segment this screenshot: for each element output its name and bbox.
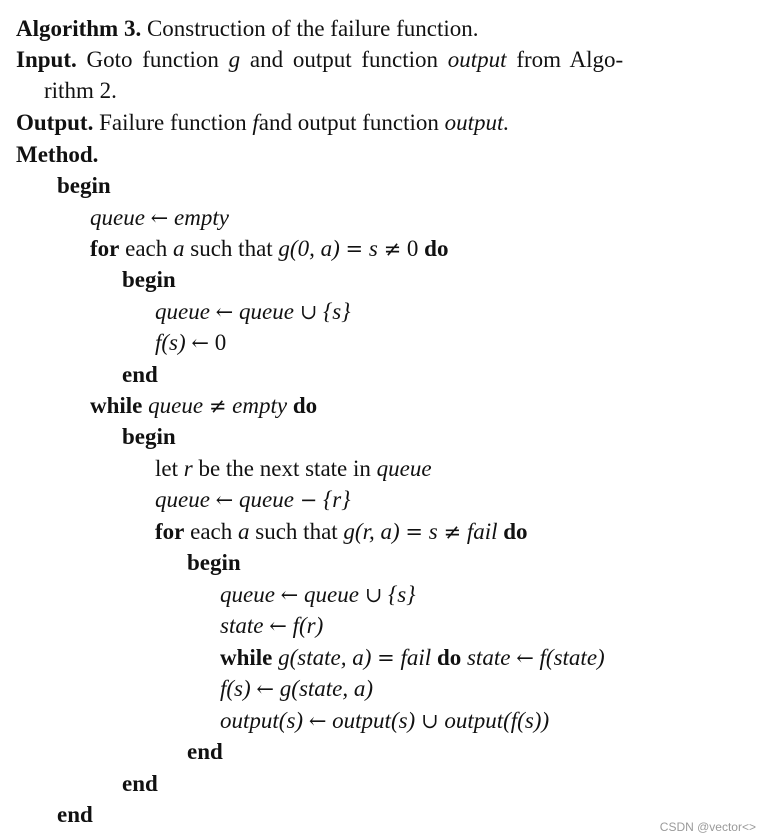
code-begin-while bbox=[122, 422, 176, 452]
not-equal-symbol: ≠ bbox=[443, 520, 462, 544]
equals-symbol: = bbox=[377, 646, 395, 670]
output-text: and output function bbox=[258, 110, 439, 135]
var-empty: empty bbox=[174, 205, 229, 230]
code-line-for-each-inner bbox=[155, 517, 528, 547]
keyword-begin: begin bbox=[122, 424, 176, 449]
equals-symbol: = bbox=[345, 237, 364, 261]
code-end-for1 bbox=[122, 360, 158, 390]
expr-g-state-a: g(state, a) bbox=[278, 645, 372, 670]
minus-symbol: − bbox=[299, 488, 318, 512]
code-line-let-r bbox=[155, 454, 432, 484]
var-queue: queue bbox=[239, 299, 294, 324]
expr-set-r: {r} bbox=[323, 487, 351, 512]
expr-g-state-a: g(state, a) bbox=[279, 676, 374, 701]
output-text: Failure function bbox=[99, 110, 247, 135]
var-queue: queue bbox=[304, 582, 359, 607]
code-end-for2 bbox=[187, 737, 223, 767]
keyword-do: do bbox=[436, 645, 462, 670]
expr-set-s: {s} bbox=[323, 299, 351, 324]
var-queue: queue bbox=[155, 487, 210, 512]
code-line-for-each bbox=[90, 234, 448, 264]
input-text: and output function bbox=[249, 47, 439, 72]
input-output: output bbox=[447, 47, 507, 72]
expr-fr: f(r) bbox=[292, 613, 324, 638]
expr-fs: f(s) bbox=[220, 676, 251, 701]
word-each: each bbox=[190, 519, 233, 544]
keyword-for: for bbox=[90, 236, 120, 261]
keyword-do: do bbox=[503, 519, 528, 544]
keyword-while: while bbox=[220, 645, 273, 670]
input-line-1 bbox=[16, 45, 623, 75]
keyword-begin: begin bbox=[187, 550, 241, 575]
var-s: s bbox=[368, 236, 378, 261]
word-such-that: such that bbox=[255, 519, 338, 544]
code-end-outer bbox=[57, 800, 93, 830]
code-line-queue-union-s bbox=[155, 297, 350, 327]
input-label: Input. bbox=[16, 47, 77, 72]
algorithm-title: Construction of the failure function. bbox=[146, 16, 479, 41]
input-text: from Algo- bbox=[516, 47, 624, 72]
equals-symbol: = bbox=[405, 520, 424, 544]
not-equal-symbol: ≠ bbox=[208, 394, 227, 418]
code-begin-outer bbox=[57, 171, 111, 201]
expr-f-state: f(state) bbox=[539, 645, 605, 670]
input-text: rithm 2. bbox=[44, 78, 117, 103]
var-queue: queue bbox=[239, 487, 294, 512]
word-be-next: be the next state in bbox=[198, 456, 371, 481]
keyword-do: do bbox=[292, 393, 318, 418]
code-line-fs-zero bbox=[155, 328, 226, 358]
expr-output-s: output(s) bbox=[220, 708, 304, 733]
var-state: state bbox=[466, 645, 511, 670]
expr-gra: g(r, a) bbox=[343, 519, 400, 544]
left-arrow-symbol: ← bbox=[308, 709, 327, 733]
keyword-begin: begin bbox=[57, 173, 111, 198]
code-begin-for2 bbox=[187, 548, 241, 578]
left-arrow-symbol: ← bbox=[191, 331, 210, 355]
algorithm-title-line bbox=[16, 14, 478, 44]
expr-g0a: g(0, a) bbox=[278, 236, 340, 261]
method-label: Method. bbox=[16, 142, 99, 167]
var-a: a bbox=[238, 519, 250, 544]
not-equal-symbol: ≠ bbox=[383, 237, 402, 261]
var-queue: queue bbox=[90, 205, 145, 230]
keyword-do: do bbox=[424, 236, 449, 261]
input-text: Goto function bbox=[86, 47, 219, 72]
code-line-fs-g bbox=[220, 674, 373, 704]
left-arrow-symbol: ← bbox=[215, 300, 234, 324]
union-symbol: ∪ bbox=[364, 583, 383, 607]
left-arrow-symbol: ← bbox=[215, 488, 234, 512]
left-arrow-symbol: ← bbox=[516, 646, 534, 670]
code-line-queue-empty bbox=[90, 203, 229, 233]
var-r: r bbox=[183, 456, 193, 481]
left-arrow-symbol: ← bbox=[150, 206, 169, 230]
word-such-that: such that bbox=[190, 236, 273, 261]
watermark: CSDN @vector<> bbox=[659, 820, 756, 834]
var-queue: queue bbox=[148, 393, 204, 418]
var-queue: queue bbox=[155, 299, 210, 324]
method-line bbox=[16, 140, 98, 170]
left-arrow-symbol: ← bbox=[269, 614, 287, 638]
expr-fs: f(s) bbox=[155, 330, 186, 355]
word-each: each bbox=[125, 236, 168, 261]
expr-zero: 0 bbox=[214, 330, 227, 355]
code-line-while-fail bbox=[220, 643, 605, 673]
input-line-2 bbox=[44, 76, 117, 106]
input-g: g bbox=[228, 47, 241, 72]
code-line-while-queue bbox=[90, 391, 317, 421]
var-s: s bbox=[428, 519, 438, 544]
code-end-while bbox=[122, 769, 158, 799]
output-output: output. bbox=[444, 110, 510, 135]
algorithm-label: Algorithm 3. bbox=[16, 16, 142, 41]
code-line-queue-minus-r bbox=[155, 485, 350, 515]
keyword-while: while bbox=[90, 393, 143, 418]
var-fail: fail bbox=[400, 645, 432, 670]
keyword-for: for bbox=[155, 519, 185, 544]
union-symbol: ∪ bbox=[420, 709, 439, 733]
var-state: state bbox=[220, 613, 264, 638]
var-fail: fail bbox=[466, 519, 498, 544]
keyword-end: end bbox=[122, 771, 158, 796]
left-arrow-symbol: ← bbox=[280, 583, 299, 607]
union-symbol: ∪ bbox=[299, 300, 318, 324]
var-queue: queue bbox=[220, 582, 275, 607]
keyword-begin: begin bbox=[122, 267, 176, 292]
keyword-end: end bbox=[187, 739, 223, 764]
code-line-output-union bbox=[220, 706, 549, 736]
left-arrow-symbol: ← bbox=[256, 677, 275, 701]
code-line-queue-union-s-inner bbox=[220, 580, 415, 610]
var-queue: queue bbox=[376, 456, 432, 481]
word-let: let bbox=[155, 456, 178, 481]
output-label: Output. bbox=[16, 110, 94, 135]
output-f: f bbox=[252, 110, 259, 135]
expr-set-s: {s} bbox=[388, 582, 416, 607]
code-line-state-fr bbox=[220, 611, 323, 641]
expr-zero: 0 bbox=[406, 236, 419, 261]
var-a: a bbox=[173, 236, 185, 261]
var-empty: empty bbox=[232, 393, 288, 418]
keyword-end: end bbox=[122, 362, 158, 387]
code-begin-for1 bbox=[122, 265, 176, 295]
keyword-end: end bbox=[57, 802, 93, 827]
expr-output-fs: output(f(s)) bbox=[444, 708, 550, 733]
expr-output-s: output(s) bbox=[332, 708, 416, 733]
output-line bbox=[16, 108, 509, 138]
